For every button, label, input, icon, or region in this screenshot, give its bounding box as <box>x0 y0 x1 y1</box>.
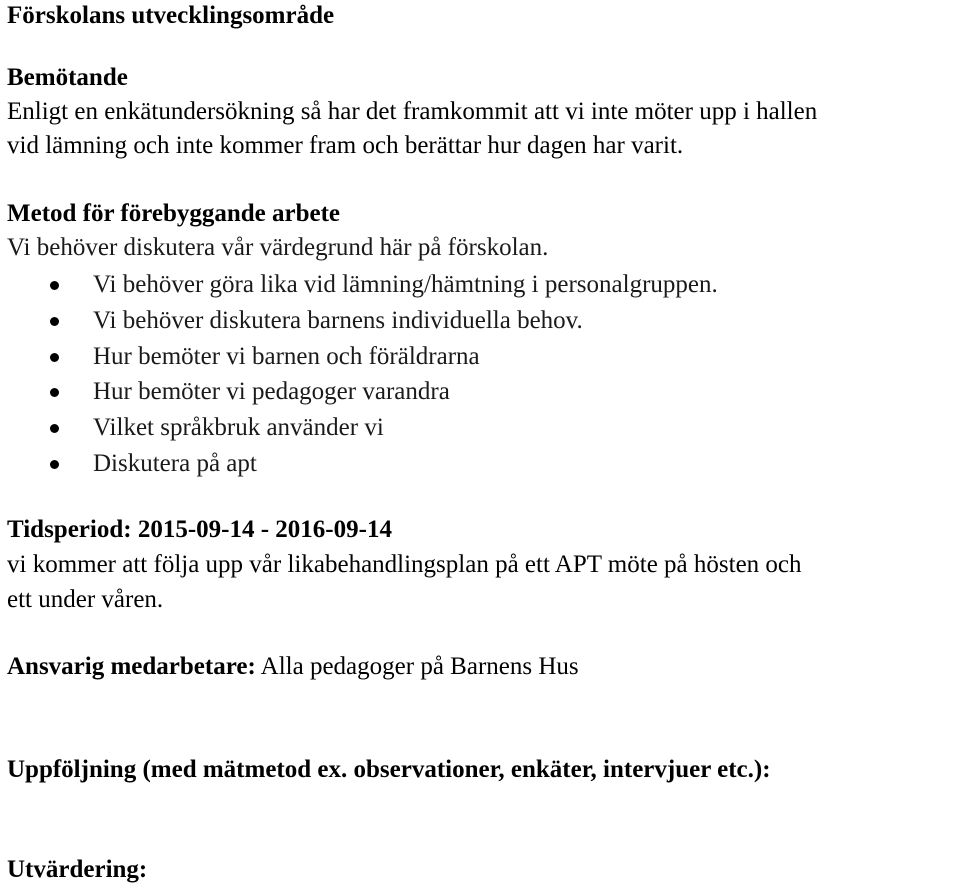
list-item-text: Hur bemöter vi barnen och föräldrarna <box>93 343 480 370</box>
list-item-text: Vi behöver göra lika vid lämning/hämtning i personalgruppen. <box>93 271 718 298</box>
bullet-icon <box>50 353 59 362</box>
ansvarig-value: Alla pedagoger på Barnens Hus <box>255 653 579 680</box>
ansvarig-label: Ansvarig medarbetare: <box>7 653 256 680</box>
tidsperiod-heading: Tidsperiod: 2015-09-14 - 2016-09-14 <box>7 516 392 543</box>
bemotande-body-line-2: vid lämning och inte kommer fram och berättar hur dagen har varit. <box>7 132 684 159</box>
list-item-text: Vilket språkbruk använder vi <box>93 414 384 441</box>
list-item-text: Hur bemöter vi pedagoger varandra <box>93 378 450 405</box>
document-title: Förskolans utvecklingsområde <box>7 2 335 29</box>
uppfoljning-heading: Uppföljning (med mätmetod ex. observationer, enkäter, intervjuer etc.): <box>7 756 771 783</box>
bullet-icon <box>50 460 59 469</box>
bullet-icon <box>50 424 59 433</box>
list-item-text: Diskutera på apt <box>93 450 257 477</box>
ansvarig-row <box>7 651 579 683</box>
bemotande-heading: Bemötande <box>7 64 128 91</box>
tidsperiod-body-line-2: ett under våren. <box>7 586 164 613</box>
metod-heading: Metod för förebyggande arbete <box>7 200 341 227</box>
metod-intro: Vi behöver diskutera vår värdegrund här på förskolan. <box>7 234 549 261</box>
bullet-icon <box>50 388 59 397</box>
bullet-icon <box>50 281 59 290</box>
tidsperiod-body-line-1: vi kommer att följa upp vår likabehandlingsplan på ett APT möte på hösten och <box>7 551 802 578</box>
bullet-icon <box>50 317 59 326</box>
list-item-text: Vi behöver diskutera barnens individuella behov. <box>93 307 583 334</box>
utvardering-heading: Utvärdering: <box>7 856 148 883</box>
bemotande-body-line-1: Enligt en enkätundersökning så har det framkommit att vi inte möter upp i hallen <box>7 98 818 125</box>
